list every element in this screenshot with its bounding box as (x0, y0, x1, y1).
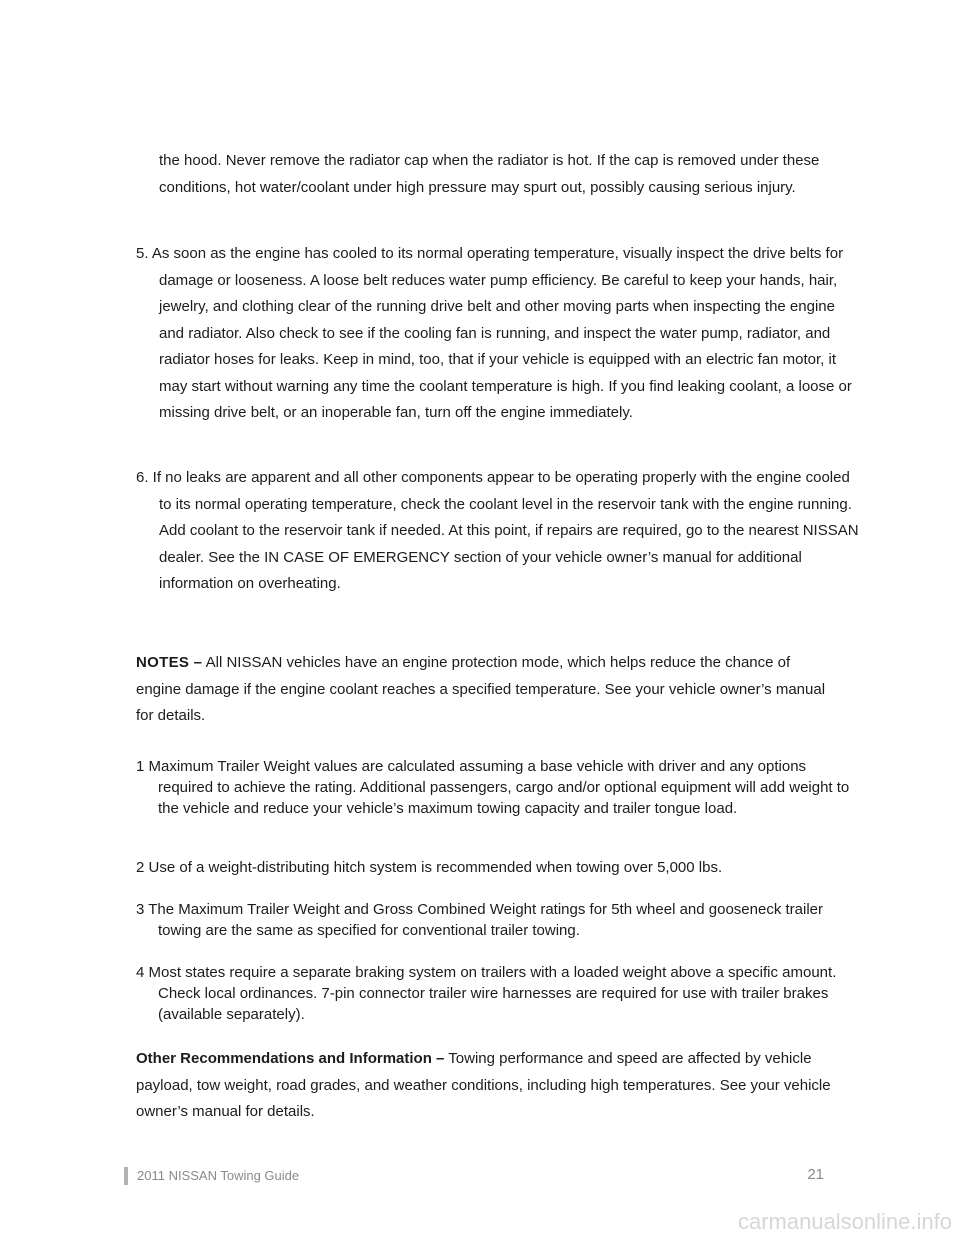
notes-label: NOTES – (136, 654, 203, 671)
footer-guide-title: 2011 NISSAN Towing Guide (137, 1168, 300, 1183)
other-recommendations-text: Towing performance and speed are affected by vehicle payload, tow weight, road grades, and weather conditions, including high temperatures. See your vehicle owner’s manual for details. (136, 1050, 831, 1120)
footnote-2: 2 Use of a weight-distributing hitch system is recommended when towing over 5,000 lbs. (136, 859, 723, 876)
site-watermark: carmanualsonline.info (737, 1209, 952, 1234)
notes-paragraph (136, 650, 836, 730)
other-recommendations-label: Other Recommendations and Information – (136, 1050, 445, 1067)
notes-text: All NISSAN vehicles have an engine protection mode, which helps reduce the chance of engine damage if the engine coolant reaches a specified temperature. See your vehicle owner’s manual for details. (136, 654, 826, 724)
step-5-inspect-belts: 5. As soon as the engine has cooled to its normal operating temperature, visually inspect the drive belts for damage or looseness. A loose belt reduces water pump efficiency. Be careful to keep your hands, hair, jewelry, and clothing clear of the running drive belt and other moving parts when inspecting the engine and radiator. Also check to see if the cooling fan is running, and inspect the water pump, radiator, and radiator hoses for leaks. Keep in mind, too, that if your vehicle is equipped with an electric fan motor, it may start without warning any time the coolant temperature is high. If you find leaking coolant, a loose or missing drive belt, or an inoperable fan, turn off the engine immediately. (136, 245, 852, 421)
footnote-3: 3 The Maximum Trailer Weight and Gross Combined Weight ratings for 5th wheel and gooseneck trailer towing are the same as specified for conventional trailer towing. (136, 901, 823, 939)
footnote-4: 4 Most states require a separate braking system on trailers with a loaded weight above a specific amount. Check local ordinances. 7-pin connector trailer wire harnesses are required for use with trailer brakes (available separately). (136, 964, 837, 1023)
other-recommendations-paragraph (136, 1046, 836, 1126)
coolant-warning-continuation: the hood. Never remove the radiator cap when the radiator is hot. If the cap is removed under these conditions, hot water/coolant under high pressure may spurt out, possibly causing serious injury. (159, 152, 820, 196)
step-6-check-coolant: 6. If no leaks are apparent and all other components appear to be operating properly with the engine cooled to its normal operating temperature, check the coolant level in the reservoir tank with the engine running. Add coolant to the reservoir tank if needed. At this point, if repairs are required, go to the nearest NISSAN dealer. See the IN CASE OF EMERGENCY section of your vehicle owner’s manual for additional information on overheating. (136, 469, 859, 592)
footer-accent-bar (124, 1167, 128, 1185)
page-number: 21 (807, 1166, 824, 1183)
footnote-1: 1 Maximum Trailer Weight values are calculated assuming a base vehicle with driver and any options required to achieve the rating. Additional passengers, cargo and/or optional equipment will add weight to the vehicle and reduce your vehicle’s maximum towing capacity and trailer tongue load. (136, 758, 850, 817)
